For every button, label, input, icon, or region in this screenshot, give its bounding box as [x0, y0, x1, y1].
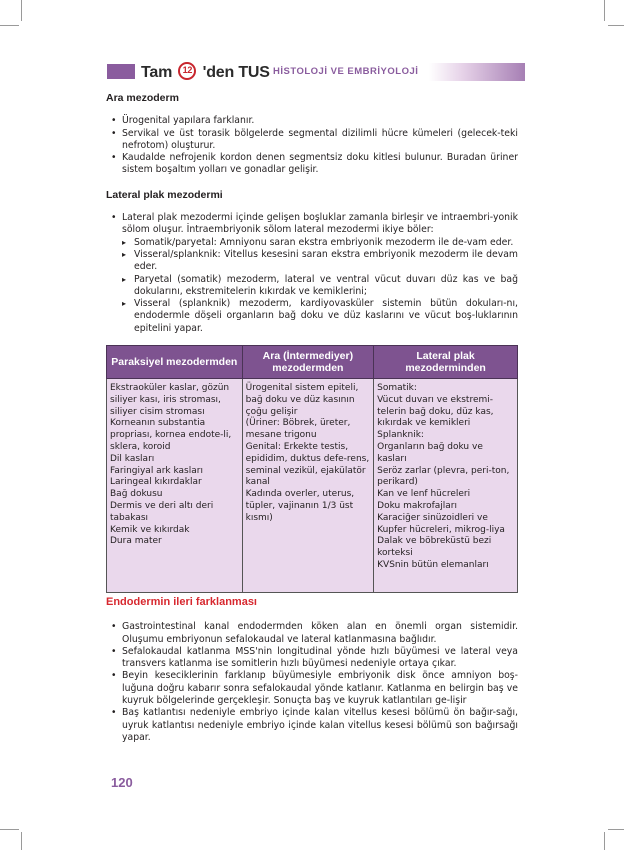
crop-mark — [608, 829, 624, 830]
subject-label: HİSTOLOJİ VE EMBRİYOLOJİ — [273, 66, 419, 77]
brand-prefix: Tam — [141, 64, 173, 81]
table-cell-paraxial — [107, 379, 243, 593]
lateral-bullet-list — [106, 212, 518, 237]
crop-mark — [604, 832, 605, 850]
list-item: • Baş katlantısı nedeniyle embriyo içinde kalan vitellus kesesi bölümü ön bağır-sağı, uyruk katlantısı nedeniyle embriyo içinde kalan vitellus kesesi bölümü son bağırsağı yapar. — [106, 707, 518, 744]
cell-line: Kadında overler, uterus, tüpler, vajinanın 1/3 üst kısmı) — [245, 489, 355, 523]
cell-line: Doku makrofajları — [377, 500, 457, 511]
cell-line: Faringiyal ark kasları — [110, 465, 203, 476]
cell-line: Kemik ve kıkırdak — [110, 524, 190, 535]
cell-line: Ürogenital sistem epiteli, bağ doku ve düz kasının çoğu gelişir — [245, 383, 359, 417]
cell-line: Somatik: — [377, 383, 417, 393]
cell-line: Karaciğer sinüzoidleri ve Kupfer hücreleri, mikrog-liya — [377, 512, 505, 535]
target-logo-icon — [178, 62, 196, 80]
table-header: Paraksiyel mezodermden — [107, 346, 243, 379]
cell-line: Bağ dokusu — [110, 489, 163, 500]
list-item — [106, 212, 518, 237]
list-item: • Sefalokaudal katlanma MSS'nin longitudinal yönde hızlı büyümesi ve lateral veya transvers katlanma ise somitlerin hızlı büyümesi nedeniyle ortaya çıkar. — [106, 646, 518, 671]
crop-mark — [604, 0, 605, 21]
page-content — [106, 92, 518, 335]
cell-line: Dalak ve böbreküstü bezi korteksi — [377, 536, 492, 559]
cell-line: Dura mater — [110, 536, 162, 547]
logo-number: 12 — [182, 65, 193, 75]
cell-line: Genital: Erkekte testis, epididim, duktus defe-rens, seminal vezikül, ejakülatör kanal — [245, 441, 370, 488]
page-number: 120 — [111, 775, 133, 790]
cell-line: Splanknik: — [377, 430, 424, 441]
brand-title — [141, 62, 270, 82]
cell-line: (Üriner: Böbrek, üreter, mesane trigonu — [245, 418, 351, 441]
section-title-ara: Ara mezoderm — [106, 92, 179, 104]
section-title-lateral: Lateral plak mezodermi — [106, 188, 223, 201]
cell-line: Vücut duvarı ve ekstremi-telerin bağ doku, düz kas, kıkırdak ve kemikleri — [377, 394, 494, 429]
endoderm-bullet-list — [106, 621, 518, 744]
table-header: Ara (İntermediyer) mezodermden — [242, 346, 374, 379]
sub-list-item: ▸ Somatik/paryetal: Amniyonu saran ekstra embriyonik mezoderm ile de-vam eder. — [106, 237, 518, 249]
header-gradient-bar — [429, 63, 525, 81]
cell-line: Organların bağ doku ve kasları — [377, 441, 483, 464]
table-cell-lateral — [374, 379, 518, 593]
table-cell-intermediate — [242, 379, 374, 593]
cell-line: Ekstraoküler kaslar, gözün siliyer kası, iris stroması, siliyer cisim stroması — [110, 383, 230, 417]
cell-line: Dil kasları — [110, 453, 155, 464]
cell-line: KVSnin bütün elemanları — [377, 559, 489, 570]
list-item: • Beyin keseciklerinin farklanıp büyümesiyle embriyonik disk önce amniyon boş-luğuna doğru kabarır sonra sefalokaudal yönde katlanır. Katlanma en belirgin baş ve kuyruk bölgelerinde gerçekleşir. Sonuçta baş ve kuyruk katlantıları ge-lişir — [106, 670, 518, 707]
crop-mark — [0, 25, 19, 26]
section-title-endoderm: Endodermin ileri farklanması — [106, 596, 257, 608]
crop-mark — [21, 832, 22, 850]
list-item: • Ürogenital yapılara farklanır. — [106, 115, 518, 127]
endoderm-section — [106, 596, 518, 744]
sub-list-item: ▸ Paryetal (somatik) mezoderm, lateral ve ventral vücut duvarı düz kas ve bağ dokularını, ekstremitelerin kıkırdak ve kemiklerini; — [106, 274, 518, 299]
running-header — [107, 62, 517, 82]
mesoderm-derivatives-table — [106, 345, 518, 593]
cell-line: Laringeal kıkırdaklar — [110, 477, 202, 488]
lateral-bullet-text: Lateral plak mezodermi içinde gelişen boşluklar zamanla birleşir ve intraembri-yonik sölom oluşur. İntraembriyonik sölom lateral mezodermi ikiye böler: — [122, 212, 518, 236]
list-item: • Servikal ve üst torasik bölgelerde segmental dizilimli hücre kümeleri (gelecek-teki nefrotom) oluşturur. — [106, 128, 518, 153]
ara-bullet-list — [106, 115, 518, 176]
list-item: • Kaudalde nefrojenik kordon denen segmentsiz doku kitlesi bulunur. Buradan üriner sistem boşaltım yolları ve gonadlar gelişir. — [106, 152, 518, 177]
cell-line: Seröz zarlar (plevra, peri-ton, perikard) — [377, 465, 510, 488]
cell-line: Dermis ve deri altı deri tabakası — [110, 500, 214, 523]
sub-list-item: ▸ Visseral/splanknik: Vitellus kesesini saran ekstra embriyonik mezoderm ile devam eder. — [106, 249, 518, 274]
list-item: • Gastrointestinal kanal endodermden köken alan en önemli organ sistemidir. Oluşumu embriyonun sefalokaudal ve lateral katlanmasına bağlıdır. — [106, 621, 518, 646]
cell-line: Korneanın substantia propriası, kornea endote-li, sklera, koroid — [110, 418, 232, 452]
sub-list-item: ▸ Visseral (splanknik) mezoderm, kardiyovasküler sistemin bütün dokuları-nı, endodermle döşeli organların bağ doku ve düz kaslarını ve vücut boş-luklarının epitelini yapar. — [106, 298, 518, 335]
cell-line: Kan ve lenf hücreleri — [377, 489, 471, 500]
crop-mark — [0, 829, 19, 830]
brand-suffix: 'den TUS — [202, 64, 270, 81]
header-color-block — [107, 64, 135, 79]
crop-mark — [608, 25, 624, 26]
crop-mark — [21, 0, 22, 21]
table-header: Lateral plak mezoderminden — [374, 346, 518, 379]
lateral-sub-list — [106, 237, 518, 335]
